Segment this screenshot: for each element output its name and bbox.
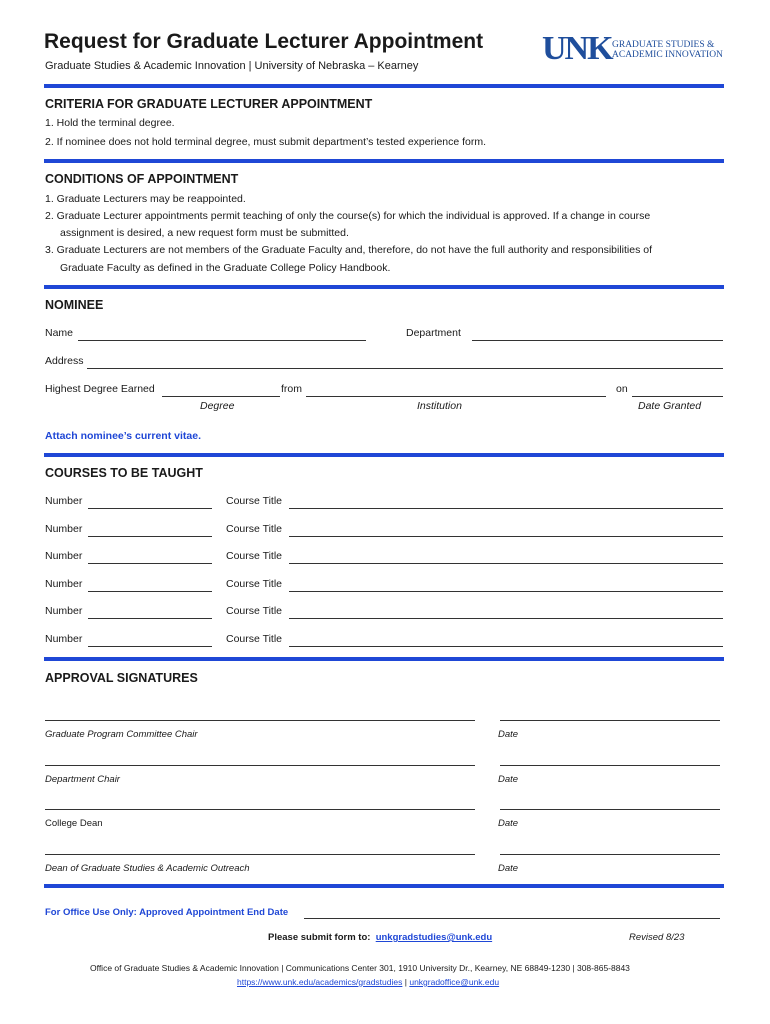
signer-title: Department Chair xyxy=(45,773,120,785)
section-divider xyxy=(44,657,724,661)
date-label: Date xyxy=(498,818,519,829)
course-number-field[interactable] xyxy=(88,591,212,592)
signature-line[interactable] xyxy=(45,854,475,855)
course-number-label: Number xyxy=(45,495,83,507)
date-line[interactable] xyxy=(500,720,720,721)
conditions-item-2-cont: assignment is desired, a new request form must be submitted. xyxy=(60,227,349,239)
course-number-field[interactable] xyxy=(88,618,212,619)
degree-label: Highest Degree Earned xyxy=(45,383,155,395)
logo-text xyxy=(612,40,723,60)
signature-line[interactable] xyxy=(45,765,475,766)
footer-links xyxy=(237,977,499,987)
institution-field[interactable] xyxy=(306,396,606,397)
footer-separator: | xyxy=(404,977,407,987)
course-number-label: Number xyxy=(45,522,83,535)
course-title-label: Course Title xyxy=(226,605,283,617)
section-divider xyxy=(44,453,724,457)
conditions-item-1: 1. Graduate Lecturers may be reappointed. xyxy=(45,193,246,205)
on-label: on xyxy=(616,383,628,395)
attach-vitae-note: Attach nominee’s current vitae. xyxy=(45,430,201,442)
course-title-label: Course Title xyxy=(226,495,283,507)
page-title: Request for Graduate Lecturer Appointment xyxy=(44,30,484,53)
section-divider xyxy=(44,285,724,289)
criteria-heading: CRITERIA FOR GRADUATE LECTURER APPOINTMENT xyxy=(45,97,373,111)
footer-website-link[interactable]: https://www.unk.edu/academics/gradstudies xyxy=(237,977,403,987)
course-title-label: Course Title xyxy=(226,522,283,535)
criteria-item-2: 2. If nominee does not hold terminal degree, must submit department’s tested experience form. xyxy=(45,136,487,148)
office-use-label: For Office Use Only: Approved Appointment End Date xyxy=(45,907,289,918)
conditions-heading: CONDITIONS OF APPOINTMENT xyxy=(45,172,239,186)
department-label: Department xyxy=(406,327,461,339)
submit-email-link[interactable]: unkgradstudies@unk.edu xyxy=(375,932,493,943)
address-field[interactable] xyxy=(87,368,723,369)
department-field[interactable] xyxy=(472,340,723,341)
course-number-field[interactable] xyxy=(88,536,212,537)
date-line[interactable] xyxy=(500,809,720,810)
course-title-field[interactable] xyxy=(289,536,723,537)
course-title-field[interactable] xyxy=(289,508,723,509)
logo-mark: UNK xyxy=(542,30,612,67)
signer-title: Graduate Program Committee Chair xyxy=(45,729,198,740)
name-label: Name xyxy=(45,327,74,339)
signature-line[interactable] xyxy=(45,720,475,721)
date-granted-field[interactable] xyxy=(632,396,723,397)
submit-label: Please submit form to: xyxy=(268,932,371,943)
logo-line-2: ACADEMIC INNOVATION xyxy=(612,50,723,60)
conditions-item-3: 3. Graduate Lecturers are not members of the Graduate Faculty and, therefore, do not have the full authority and responsibilities of xyxy=(45,244,653,256)
course-title-label: Course Title xyxy=(226,550,283,562)
degree-field[interactable] xyxy=(162,396,280,397)
page-subtitle: Graduate Studies & Academic Innovation | University of Nebraska – Kearney xyxy=(45,60,419,72)
from-label: from xyxy=(281,383,302,395)
section-divider xyxy=(44,159,724,163)
courses-heading: COURSES TO BE TAUGHT xyxy=(45,466,203,480)
conditions-item-2: 2. Graduate Lecturer appointments permit teaching of only the course(s) for which the individual is approved. If a change in course xyxy=(45,210,651,222)
course-title-label: Course Title xyxy=(226,577,283,590)
course-number-field[interactable] xyxy=(88,508,212,509)
address-label: Address xyxy=(45,355,84,367)
course-title-field[interactable] xyxy=(289,618,723,619)
date-line[interactable] xyxy=(500,765,720,766)
unk-logo xyxy=(542,32,722,70)
signature-line[interactable] xyxy=(45,809,475,810)
course-number-label: Number xyxy=(45,577,83,590)
submit-text xyxy=(268,932,492,943)
date-label: Date xyxy=(498,773,519,785)
course-number-label: Number xyxy=(45,632,83,645)
course-number-label: Number xyxy=(45,605,83,617)
section-divider xyxy=(44,884,724,888)
course-number-field[interactable] xyxy=(88,563,212,564)
course-number-field[interactable] xyxy=(88,646,212,647)
signer-title: Dean of Graduate Studies & Academic Outreach xyxy=(45,862,250,874)
revised-date: Revised 8/23 xyxy=(629,932,685,943)
footer-email-link[interactable]: unkgradoffice@unk.edu xyxy=(409,977,500,987)
date-line[interactable] xyxy=(500,854,720,855)
date-label: Date xyxy=(498,729,519,740)
conditions-item-3-cont: Graduate Faculty as defined in the Graduate College Policy Handbook. xyxy=(60,262,391,274)
logo-line-1: GRADUATE STUDIES & xyxy=(612,40,715,50)
end-date-field[interactable] xyxy=(304,918,720,919)
course-number-label: Number xyxy=(45,550,83,562)
course-title-label: Course Title xyxy=(226,632,283,645)
course-title-field[interactable] xyxy=(289,563,723,564)
footer-address: Office of Graduate Studies & Academic Innovation | Communications Center 301, 1910 University Dr., Kearney, NE 68849-1230 | 308-865-8843 xyxy=(90,963,630,973)
signer-title: College Dean xyxy=(45,818,103,829)
institution-caption: Institution xyxy=(417,400,462,412)
section-divider xyxy=(44,84,724,88)
degree-caption: Degree xyxy=(200,400,235,412)
date-label: Date xyxy=(498,862,519,874)
approval-heading: APPROVAL SIGNATURES xyxy=(45,671,198,685)
name-field[interactable] xyxy=(78,340,366,341)
date-granted-caption: Date Granted xyxy=(638,400,702,412)
nominee-heading: NOMINEE xyxy=(45,298,104,312)
course-title-field[interactable] xyxy=(289,646,723,647)
course-title-field[interactable] xyxy=(289,591,723,592)
criteria-item-1: 1. Hold the terminal degree. xyxy=(45,117,175,129)
